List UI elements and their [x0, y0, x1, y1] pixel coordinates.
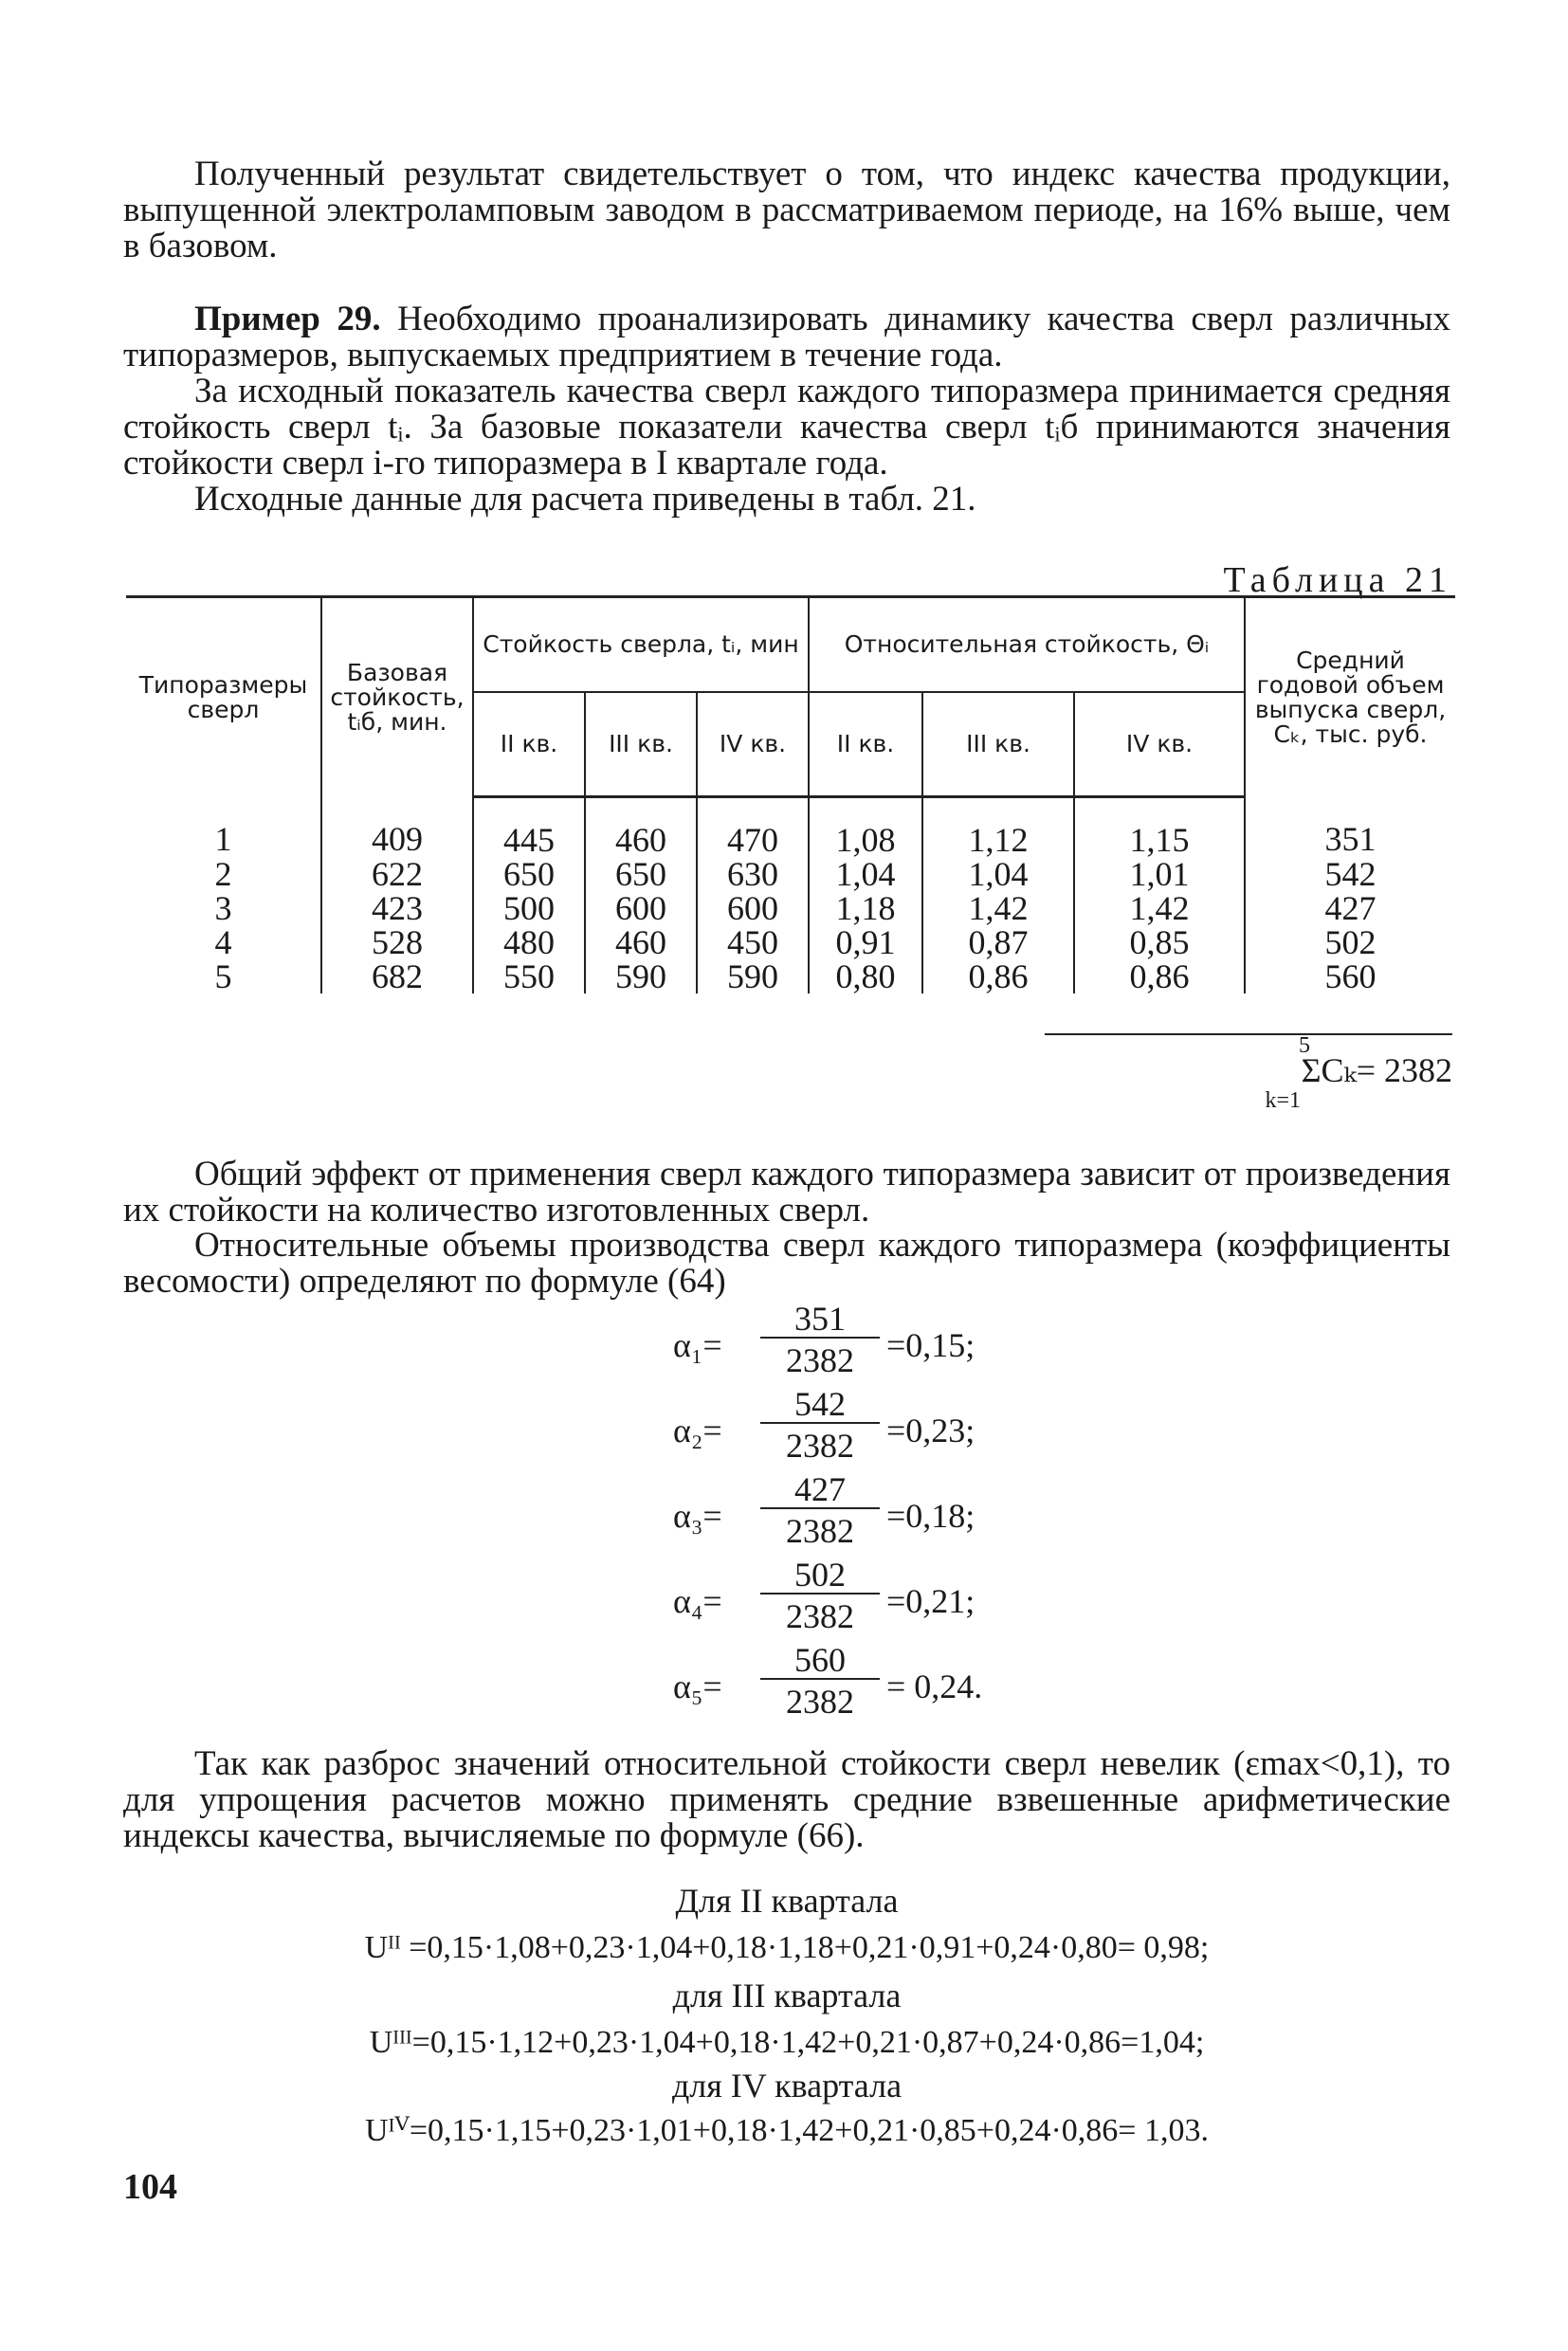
label-q2: Для II квартала [675, 1882, 899, 1920]
cell: 470 [697, 797, 809, 858]
paragraph-result: Полученный результат свидетельствует о том, что индекс качества продукции, выпущенной электроламповым заводом в рассматриваемом периоде, на 16% выше, чем в базовом. [123, 155, 1450, 265]
cell: 502 [1324, 923, 1377, 961]
cell: 4 [126, 925, 321, 959]
header-relative: Относительная стойкость, Θᵢ [809, 597, 1245, 693]
cell: 0,86 [1074, 959, 1245, 993]
paragraph-effect: Общий эффект от применения сверл каждого типоразмера зависит от произведения их стойкости на количество изготовленных сверл. [123, 1155, 1450, 1230]
cell: 409 [321, 797, 473, 858]
cell: 1,04 [809, 857, 922, 891]
page-number: 104 [123, 2167, 177, 2207]
paragraph-indicator: За исходный показатель качества сверл каждого типоразмера принимается средняя стойкость сверл tᵢ. За базовые показатели качества сверл tᵢб принимаются значения стойкости сверл i-го типоразмера в I квартале года. [123, 372, 1450, 483]
label-q4: для IV квартала [671, 2067, 903, 2105]
table-row [126, 797, 1455, 858]
cell: 550 [473, 959, 585, 993]
paragraph-example: Пример 29. Необходимо проанализировать динамику качества сверл различных типоразмеров, выпускаемых предприятием в течение года. [123, 300, 1450, 374]
formula-result: = 0,24. [886, 1668, 983, 1705]
formula-result: =0,23; [886, 1412, 975, 1449]
formula-alpha-3 [645, 1469, 1043, 1555]
formula-numerator: 502 [794, 1556, 846, 1594]
formula-result: =0,15; [886, 1326, 975, 1364]
cell: 1,42 [922, 891, 1074, 925]
cell: 682 [321, 959, 473, 993]
formula-lhs: α₄= [673, 1582, 722, 1620]
cell: 445 [473, 797, 585, 858]
cell: 480 [473, 925, 585, 959]
cell: 630 [697, 857, 809, 891]
cell: 3 [126, 891, 321, 925]
cell: 600 [697, 891, 809, 925]
header-rel-q4: IV кв. [1074, 692, 1245, 797]
cell: 1 [126, 797, 321, 858]
cell: 1,15 [1074, 797, 1245, 858]
cell: 427 [1324, 889, 1377, 927]
formula-numerator: 560 [794, 1641, 846, 1679]
sum-lower-limit: k=1 [1265, 1088, 1301, 1113]
cell: 622 [321, 857, 473, 891]
equation-q3: Uᴵᴵᴵ=0,15·1,12+0,23·1,04+0,18·1,42+0,21·0,87+0,24·0,86=1,04; [369, 2025, 1205, 2060]
formula-numerator: 542 [794, 1385, 846, 1423]
header-base: Базовая стойкость, tᵢб, мин. [321, 597, 473, 797]
data-table [126, 595, 1455, 993]
cell: 460 [585, 925, 697, 959]
cell: 0,85 [1074, 925, 1245, 959]
cell: 0,91 [809, 925, 922, 959]
table-caption: Таблица 21 [1223, 560, 1452, 600]
cell: 450 [697, 925, 809, 959]
paragraph-source: Исходные данные для расчета приведены в табл. 21. [194, 480, 976, 519]
fraction-bar [760, 1422, 880, 1424]
cell: 460 [585, 797, 697, 858]
cell: 528 [321, 925, 473, 959]
formula-denominator: 2382 [786, 1512, 854, 1550]
header-rel-q3: III кв. [922, 692, 1074, 797]
formula-result: =0,21; [886, 1582, 975, 1620]
formula-denominator: 2382 [786, 1597, 854, 1635]
cell: 0,87 [922, 925, 1074, 959]
formula-alpha-2 [645, 1384, 1043, 1469]
fraction-bar [760, 1337, 880, 1339]
cell: 2 [126, 857, 321, 891]
paragraph-weights: Относительные объемы производства сверл каждого типоразмера (коэффициенты весомости) определяют по формуле (64) [123, 1226, 1450, 1301]
cell: 600 [585, 891, 697, 925]
cell: 1,12 [922, 797, 1074, 858]
equation-q4: Uᴵⱽ=0,15·1,15+0,23·1,01+0,18·1,42+0,21·0,85+0,24·0,86= 1,03. [365, 2113, 1209, 2148]
header-type: Типоразмеры сверл [126, 597, 321, 797]
table-row [126, 925, 1455, 959]
cell: 1,18 [809, 891, 922, 925]
fraction-bar [760, 1593, 880, 1595]
sum-expression: ΣCₖ= 2382 [1301, 1051, 1452, 1089]
cell: 500 [473, 891, 585, 925]
formula-denominator: 2382 [786, 1341, 854, 1379]
weight-formulas [645, 1299, 1043, 1725]
cell: 542 [1324, 855, 1377, 893]
formula-numerator: 351 [794, 1300, 846, 1338]
cell: 5 [126, 959, 321, 993]
formula-lhs: α₁= [673, 1326, 722, 1364]
cell: 650 [473, 857, 585, 891]
equation-q2: Uᴵᴵ =0,15·1,08+0,23·1,04+0,18·1,18+0,21·0,91+0,24·0,80= 0,98; [364, 1930, 1210, 1965]
header-durability: Стойкость сверла, tᵢ, мин [473, 597, 809, 693]
header-q2: II кв. [473, 692, 585, 797]
cell: 650 [585, 857, 697, 891]
header-rel-q2: II кв. [809, 692, 922, 797]
fraction-bar [760, 1678, 880, 1680]
header-q3: III кв. [585, 692, 697, 797]
paragraph-spread: Так как разброс значений относительной стойкости сверл невелик (εmax<0,1), то для упрощения расчетов можно применять средние взвешенные арифметические индексы качества, вычисляемые по формуле (66). [123, 1744, 1450, 1855]
sum-rule [1045, 1033, 1452, 1035]
cell: 1,01 [1074, 857, 1245, 891]
formula-denominator: 2382 [786, 1683, 854, 1721]
formula-alpha-1 [645, 1299, 1043, 1384]
sum-upper-limit: 5 [1299, 1033, 1310, 1058]
formula-alpha-4 [645, 1555, 1043, 1640]
formula-alpha-5 [645, 1640, 1043, 1725]
cell: 423 [321, 891, 473, 925]
cell: 560 [1324, 957, 1377, 995]
cell: 1,08 [809, 797, 922, 858]
label-q3: для III квартала [672, 1977, 902, 2014]
cell: 351 [1324, 820, 1377, 859]
cell: 590 [697, 959, 809, 993]
cell: 0,86 [922, 959, 1074, 993]
cell: 1,04 [922, 857, 1074, 891]
formula-lhs: α₃= [673, 1497, 722, 1535]
formula-denominator: 2382 [786, 1427, 854, 1465]
table-row [126, 959, 1455, 993]
formula-lhs: α₂= [673, 1412, 722, 1449]
cell: 0,80 [809, 959, 922, 993]
formula-numerator: 427 [794, 1470, 846, 1508]
example-heading: Пример 29. [194, 300, 381, 338]
cell: 590 [585, 959, 697, 993]
formula-result: =0,18; [886, 1497, 975, 1535]
fraction-bar [760, 1507, 880, 1509]
table-row [126, 857, 1455, 891]
formula-lhs: α₅= [673, 1668, 722, 1705]
cell: 1,42 [1074, 891, 1245, 925]
table-row [126, 891, 1455, 925]
header-volume: Средний годовой объем выпуска сверл, Cₖ, тыс. руб. [1245, 597, 1455, 797]
header-q4: IV кв. [697, 692, 809, 797]
